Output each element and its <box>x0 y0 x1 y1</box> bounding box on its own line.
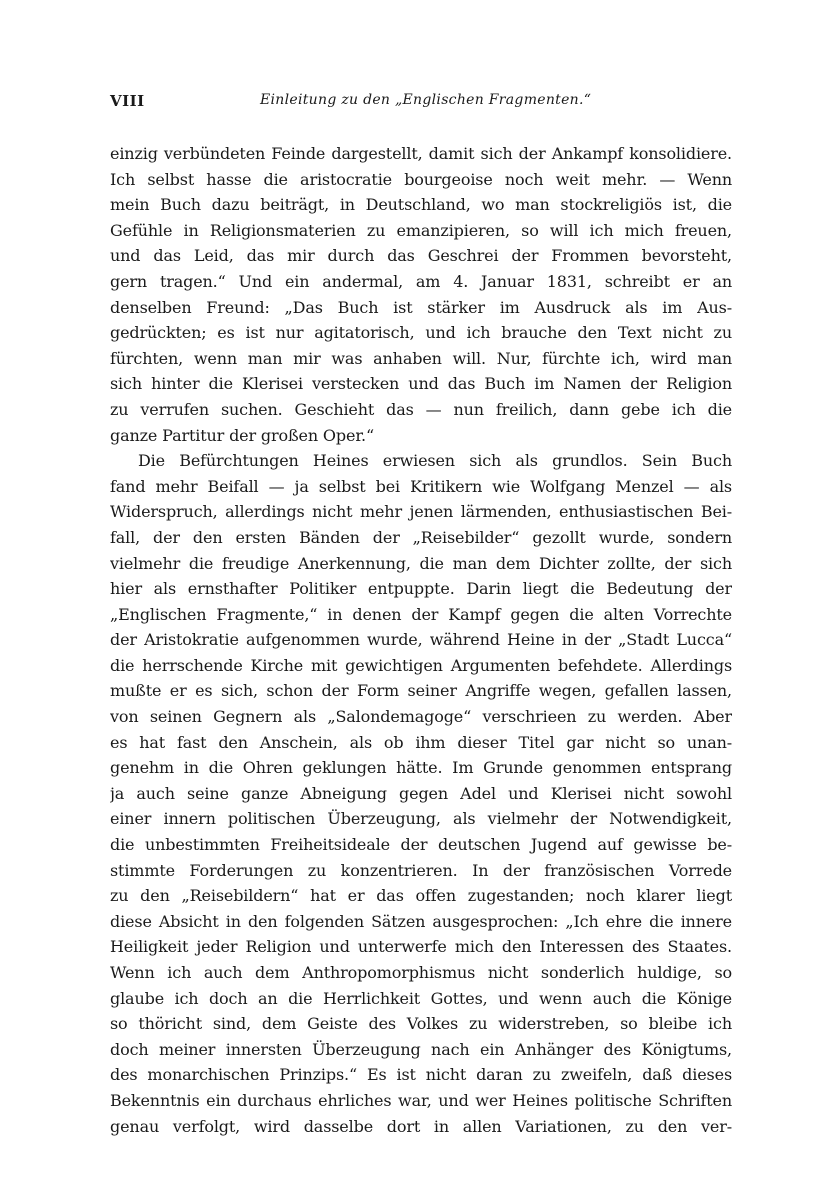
text-line: Gefühle in Religionsmaterien zu emanzipieren, so will ich mich freuen, <box>110 220 732 240</box>
text-line: stimmte Forderungen zu konzentrieren. In der französischen Vorrede <box>110 860 732 880</box>
text-line: genehm in die Ohren geklungen hätte. Im Grunde genommen entsprang <box>110 758 732 778</box>
body-text <box>110 141 732 1139</box>
text-line: des monarchischen Prinzips.“ Es ist nicht daran zu zweifeln, daß dieses <box>110 1065 732 1085</box>
text-line: der Aristokratie aufgenommen wurde, während Heine in der „Stadt Lucca“ <box>110 630 732 650</box>
text-line: die herrschende Kirche mit gewichtigen Argumenten befehdete. Allerdings <box>110 655 732 675</box>
text-line: gedrückten; es ist nur agitatorisch, und ich brauche den Text nicht zu <box>110 323 732 343</box>
text-line: Die Befürchtungen Heines erwiesen sich als grundlos. Sein Buch <box>138 451 732 471</box>
text-line: Widerspruch, allerdings nicht mehr jenen lärmenden, enthusiastischen Bei- <box>110 502 732 522</box>
page-number: VIII <box>110 92 145 110</box>
text-line: mußte er es sich, schon der Form seiner Angriffe wegen, gefallen lassen, <box>110 681 732 701</box>
text-line: diese Absicht in den folgenden Sätzen ausgesprochen: „Ich ehre die innere <box>110 911 732 931</box>
paragraph-2 <box>110 448 732 1139</box>
text-line: Heiligkeit jeder Religion und unterwerfe mich den Interessen des Staates. <box>110 937 732 957</box>
text-line: und das Leid, das mir durch das Geschrei der Frommen bevorsteht, <box>110 246 732 266</box>
text-line: genau verfolgt, wird dasselbe dort in allen Variationen, zu den ver- <box>110 1116 732 1136</box>
text-line: sich hinter die Klerisei verstecken und das Buch im Namen der Religion <box>110 374 732 394</box>
text-line: so thöricht sind, dem Geiste des Volkes zu widerstreben, so bleibe ich <box>110 1014 732 1034</box>
text-line: gern tragen.“ Und ein andermal, am 4. Januar 1831, schreibt er an <box>110 271 732 291</box>
text-line: fand mehr Beifall — ja selbst bei Kritikern wie Wolfgang Menzel — als <box>110 476 732 496</box>
text-line: ganze Partitur der großen Oper.“ <box>110 425 375 445</box>
text-line: einer innern politischen Überzeugung, als vielmehr der Notwendigkeit, <box>110 809 732 829</box>
text-line: fall, der den ersten Bänden der „Reisebilder“ gezollt wurde, sondern <box>110 527 732 547</box>
text-line: Ich selbst hasse die aristocratie bourgeoise noch weit mehr. — Wenn <box>110 169 732 189</box>
text-line: ja auch seine ganze Abneigung gegen Adel und Klerisei nicht sowohl <box>110 783 732 803</box>
running-title: Einleitung zu den „Englischen Fragmenten.“ <box>260 92 592 108</box>
text-line: doch meiner innersten Überzeugung nach ein Anhänger des Königtums, <box>110 1039 732 1059</box>
text-line: von seinen Gegnern als „Salondemagoge“ verschrieen zu werden. Aber <box>110 707 732 727</box>
text-line: zu den „Reisebildern“ hat er das offen zugestanden; noch klarer liegt <box>110 886 732 906</box>
text-line: mein Buch dazu beiträgt, in Deutschland, wo man stockreligiös ist, die <box>110 195 732 215</box>
text-line: hier als ernsthafter Politiker entpuppte. Darin liegt die Bedeutung der <box>110 579 732 599</box>
text-line: die unbestimmten Freiheitsideale der deutschen Jugend auf gewisse be- <box>110 835 732 855</box>
text-line: „Englischen Fragmente,“ in denen der Kampf gegen die alten Vorrechte <box>110 604 732 624</box>
page-header <box>110 92 735 114</box>
text-line: vielmehr die freudige Anerkennung, die man dem Dichter zollte, der sich <box>110 553 732 573</box>
text-line: fürchten, wenn man mir was anhaben will. Nur, fürchte ich, wird man <box>110 348 732 368</box>
text-line: Bekenntnis ein durchaus ehrliches war, und wer Heines politische Schriften <box>110 1090 732 1110</box>
text-line: einzig verbündeten Feinde dargestellt, damit sich der Ankampf konsolidiere. <box>110 144 732 163</box>
text-line: denselben Freund: „Das Buch ist stärker im Ausdruck als im Aus- <box>110 297 732 317</box>
paragraph-1 <box>110 141 732 448</box>
text-line: es hat fast den Anschein, als ob ihm dieser Titel gar nicht so unan- <box>110 732 732 752</box>
text-line: Wenn ich auch dem Anthropomorphismus nicht sonderlich huldige, so <box>110 963 732 982</box>
text-line: zu verrufen suchen. Geschieht das — nun freilich, dann gebe ich die <box>110 399 732 419</box>
text-line: glaube ich doch an die Herrlichkeit Gottes, und wenn auch die Könige <box>110 988 732 1008</box>
